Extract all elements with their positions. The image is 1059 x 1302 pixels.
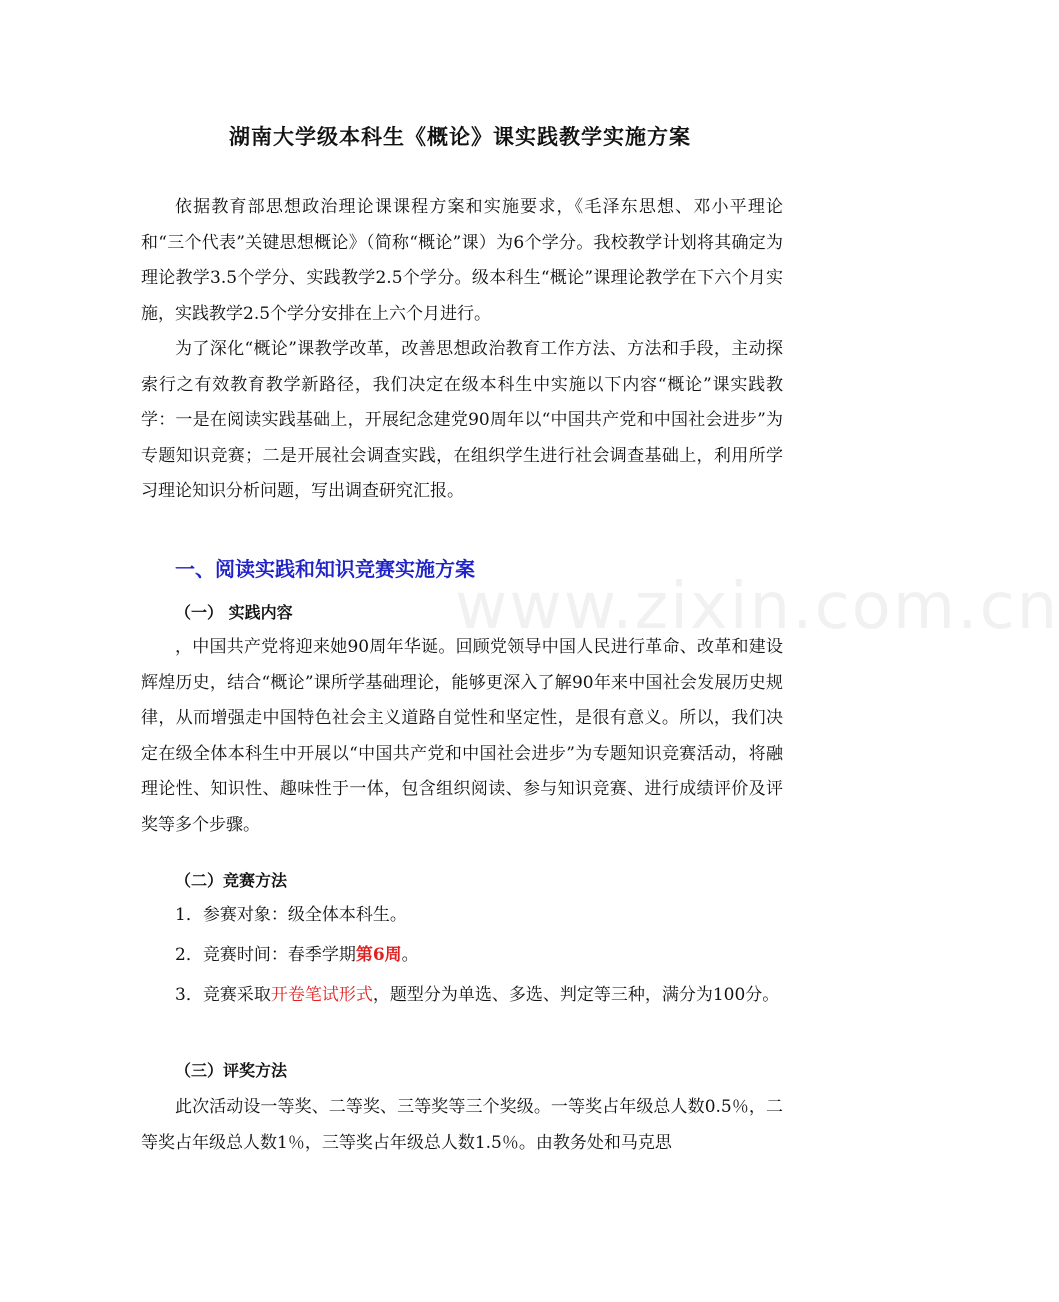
competition-item-3-suffix: ，题型分为单选、多选、判定等三种，满分为100分。 xyxy=(372,985,780,1005)
exam-format-highlight: 开卷笔试形式 xyxy=(270,985,373,1005)
practice-content-paragraph: ，中国共产党将迎来她90周年华诞。回顾党领导中国人民进行革命、改革和建设辉煌历史，结合“概论”课所学基础理论，能够更深入了解90年来中国社会发展历史规律，从而增强走中国特色社会主义道路自觉性和坚定性，是很有意义。所以，我们决定在级全体本科生中开展以“中国共产党和中国社会进步”为专题知识竞赛活动，将融理论性、知识性、趣味性于一体，包含组织阅读、参与知识竞赛、进行成绩评价及评奖等多个步骤。 xyxy=(141,637,783,835)
subsection-heading-competition-method: （二）竞赛方法 xyxy=(175,871,288,890)
award-method-paragraph: 此次活动设一等奖、二等奖、三等奖等三个奖级。一等奖占年级总人数0.5％，二等奖占年级总人数1％，三等奖占年级总人数1.5％。由教务处和马克思 xyxy=(141,1097,783,1153)
competition-item-3-prefix: 3．竞赛采取 xyxy=(175,985,271,1005)
competition-item-3 xyxy=(141,978,783,1014)
competition-week-highlight: 第6周 xyxy=(355,945,402,965)
competition-item-2-prefix: 2．竞赛时间：春季学期 xyxy=(175,945,356,965)
competition-item-2-suffix: 。 xyxy=(401,945,419,965)
subsection-heading-award-method: （三）评奖方法 xyxy=(175,1061,288,1080)
intro-paragraph-1: 依据教育部思想政治理论课课程方案和实施要求，《毛泽东思想、邓小平理论和“三个代表”关键思想概论》（简称“概论”课）为6个学分。我校教学计划将其确定为理论教学3.5个学分、实践教学2.5个学分。级本科生“概论”课理论教学在下六个月实施，实践教学2.5个学分安排在上六个月进行。 xyxy=(141,197,783,324)
competition-item-1: 1．参赛对象：级全体本科生。 xyxy=(175,905,407,925)
subsection-heading-practice-content: （一） 实践内容 xyxy=(175,603,293,622)
competition-item-2 xyxy=(141,938,783,974)
section-heading-1: 一、阅读实践和知识竞赛实施方案 xyxy=(175,557,475,581)
watermark: www.zixin.com.cn xyxy=(455,570,1059,644)
intro-paragraph-2: 为了深化“概论”课教学改革，改善思想政治教育工作方法、方法和手段，主动探索行之有效教育教学新路径，我们决定在级本科生中实施以下内容“概论”课实践教学：一是在阅读实践基础上，开展纪念建党90周年以“中国共产党和中国社会进步”为专题知识竞赛；二是开展社会调查实践，在组织学生进行社会调查基础上，利用所学习理论知识分析问题，写出调查研究汇报。 xyxy=(141,339,783,501)
document-title: 湖南大学级本科生《概论》课实践教学实施方案 xyxy=(229,125,691,149)
